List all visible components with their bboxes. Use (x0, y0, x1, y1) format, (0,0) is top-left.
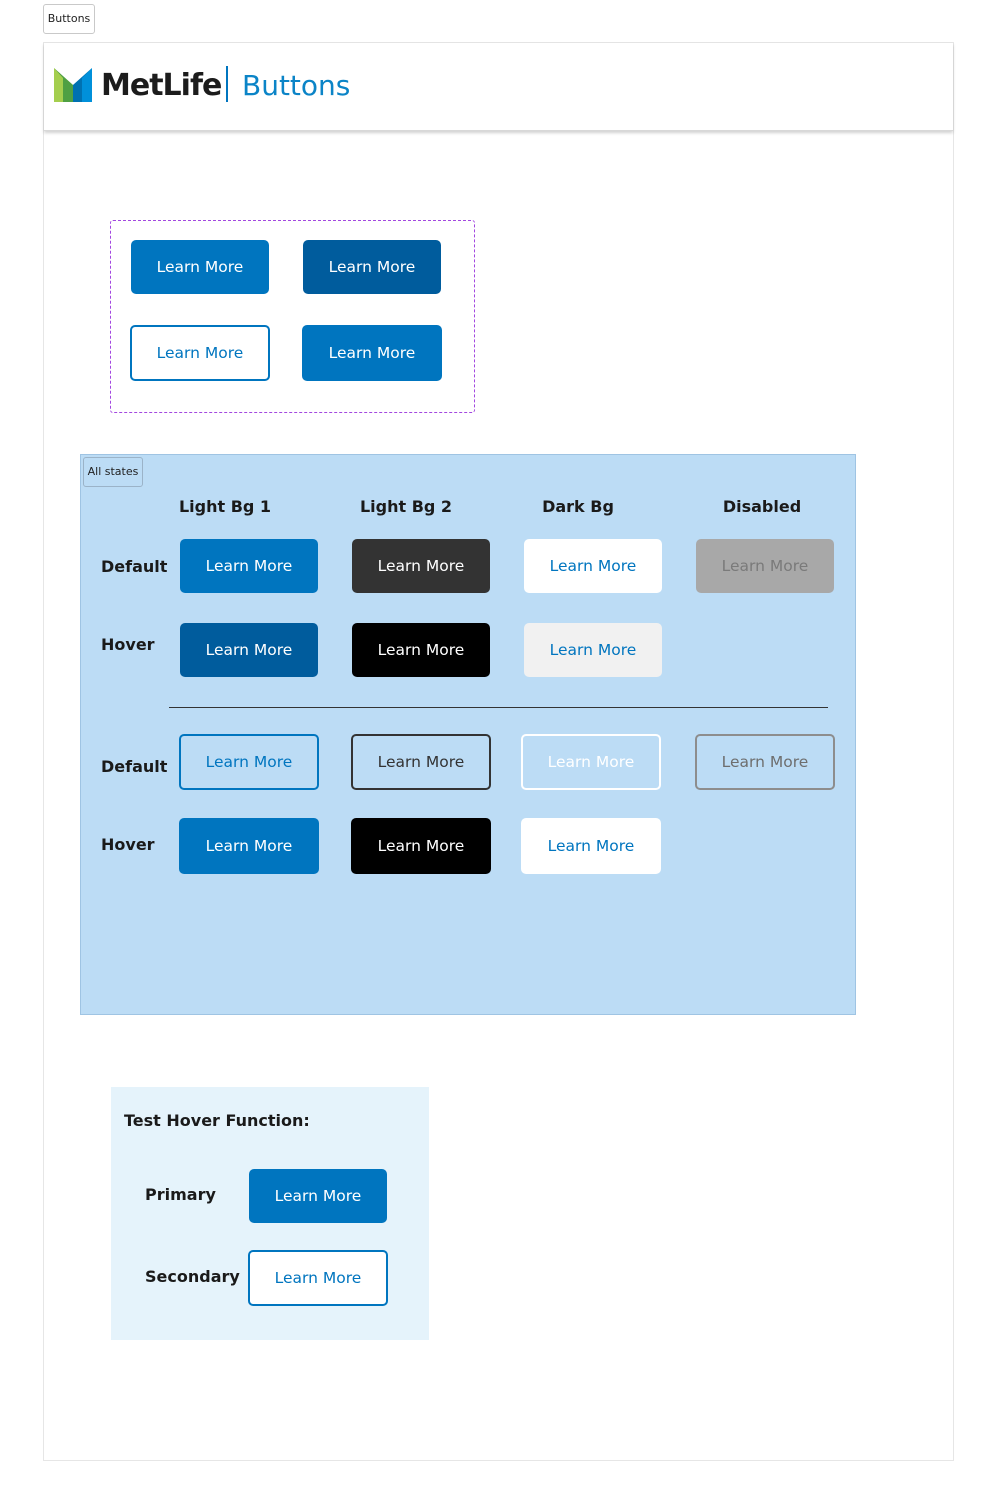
secondary-default-light-bg-2-button[interactable]: Learn More (351, 734, 491, 790)
secondary-hover-light-bg-2-button[interactable]: Learn More (351, 818, 491, 874)
column-header-dark-bg: Dark Bg (542, 497, 614, 516)
secondary-disabled-button: Learn More (695, 734, 835, 790)
secondary-default-light-bg-1-button[interactable]: Learn More (179, 734, 319, 790)
primary-hover-light-bg-1-button[interactable]: Learn More (180, 623, 318, 677)
test-primary-button[interactable]: Learn More (249, 1169, 387, 1223)
test-secondary-button[interactable]: Learn More (248, 1250, 388, 1306)
demo-primary-hover-button[interactable]: Learn More (303, 240, 441, 294)
secondary-hover-dark-bg-button[interactable]: Learn More (521, 818, 661, 874)
test-primary-label: Primary (145, 1185, 216, 1204)
primary-hover-dark-bg-button[interactable]: Learn More (524, 623, 662, 677)
all-states-tag: All states (83, 457, 143, 487)
demo-primary-button[interactable]: Learn More (131, 240, 269, 294)
section-divider (169, 707, 828, 708)
page-title: Buttons (242, 69, 351, 102)
header-divider (226, 66, 228, 102)
frame-tag: Buttons (43, 4, 95, 34)
primary-default-light-bg-1-button[interactable]: Learn More (180, 539, 318, 593)
demo-secondary-hover-button[interactable]: Learn More (302, 325, 442, 381)
column-header-light-bg-1: Light Bg 1 (178, 497, 272, 516)
secondary-default-dark-bg-button[interactable]: Learn More (521, 734, 661, 790)
demo-secondary-button[interactable]: Learn More (130, 325, 270, 381)
row-label-secondary-default: Default (101, 757, 168, 776)
column-header-disabled: Disabled (722, 497, 802, 516)
primary-disabled-button: Learn More (696, 539, 834, 593)
column-header-light-bg-2: Light Bg 2 (359, 497, 453, 516)
test-secondary-label: Secondary (145, 1267, 240, 1286)
row-label-primary-hover: Hover (101, 635, 155, 654)
row-label-secondary-hover: Hover (101, 835, 155, 854)
metlife-logo-icon (54, 68, 92, 102)
brand-name: MetLife (101, 68, 222, 103)
primary-default-light-bg-2-button[interactable]: Learn More (352, 539, 490, 593)
row-label-primary-default: Default (101, 557, 168, 576)
primary-default-dark-bg-button[interactable]: Learn More (524, 539, 662, 593)
test-hover-title: Test Hover Function: (124, 1111, 310, 1130)
primary-hover-light-bg-2-button[interactable]: Learn More (352, 623, 490, 677)
secondary-hover-light-bg-1-button[interactable]: Learn More (179, 818, 319, 874)
